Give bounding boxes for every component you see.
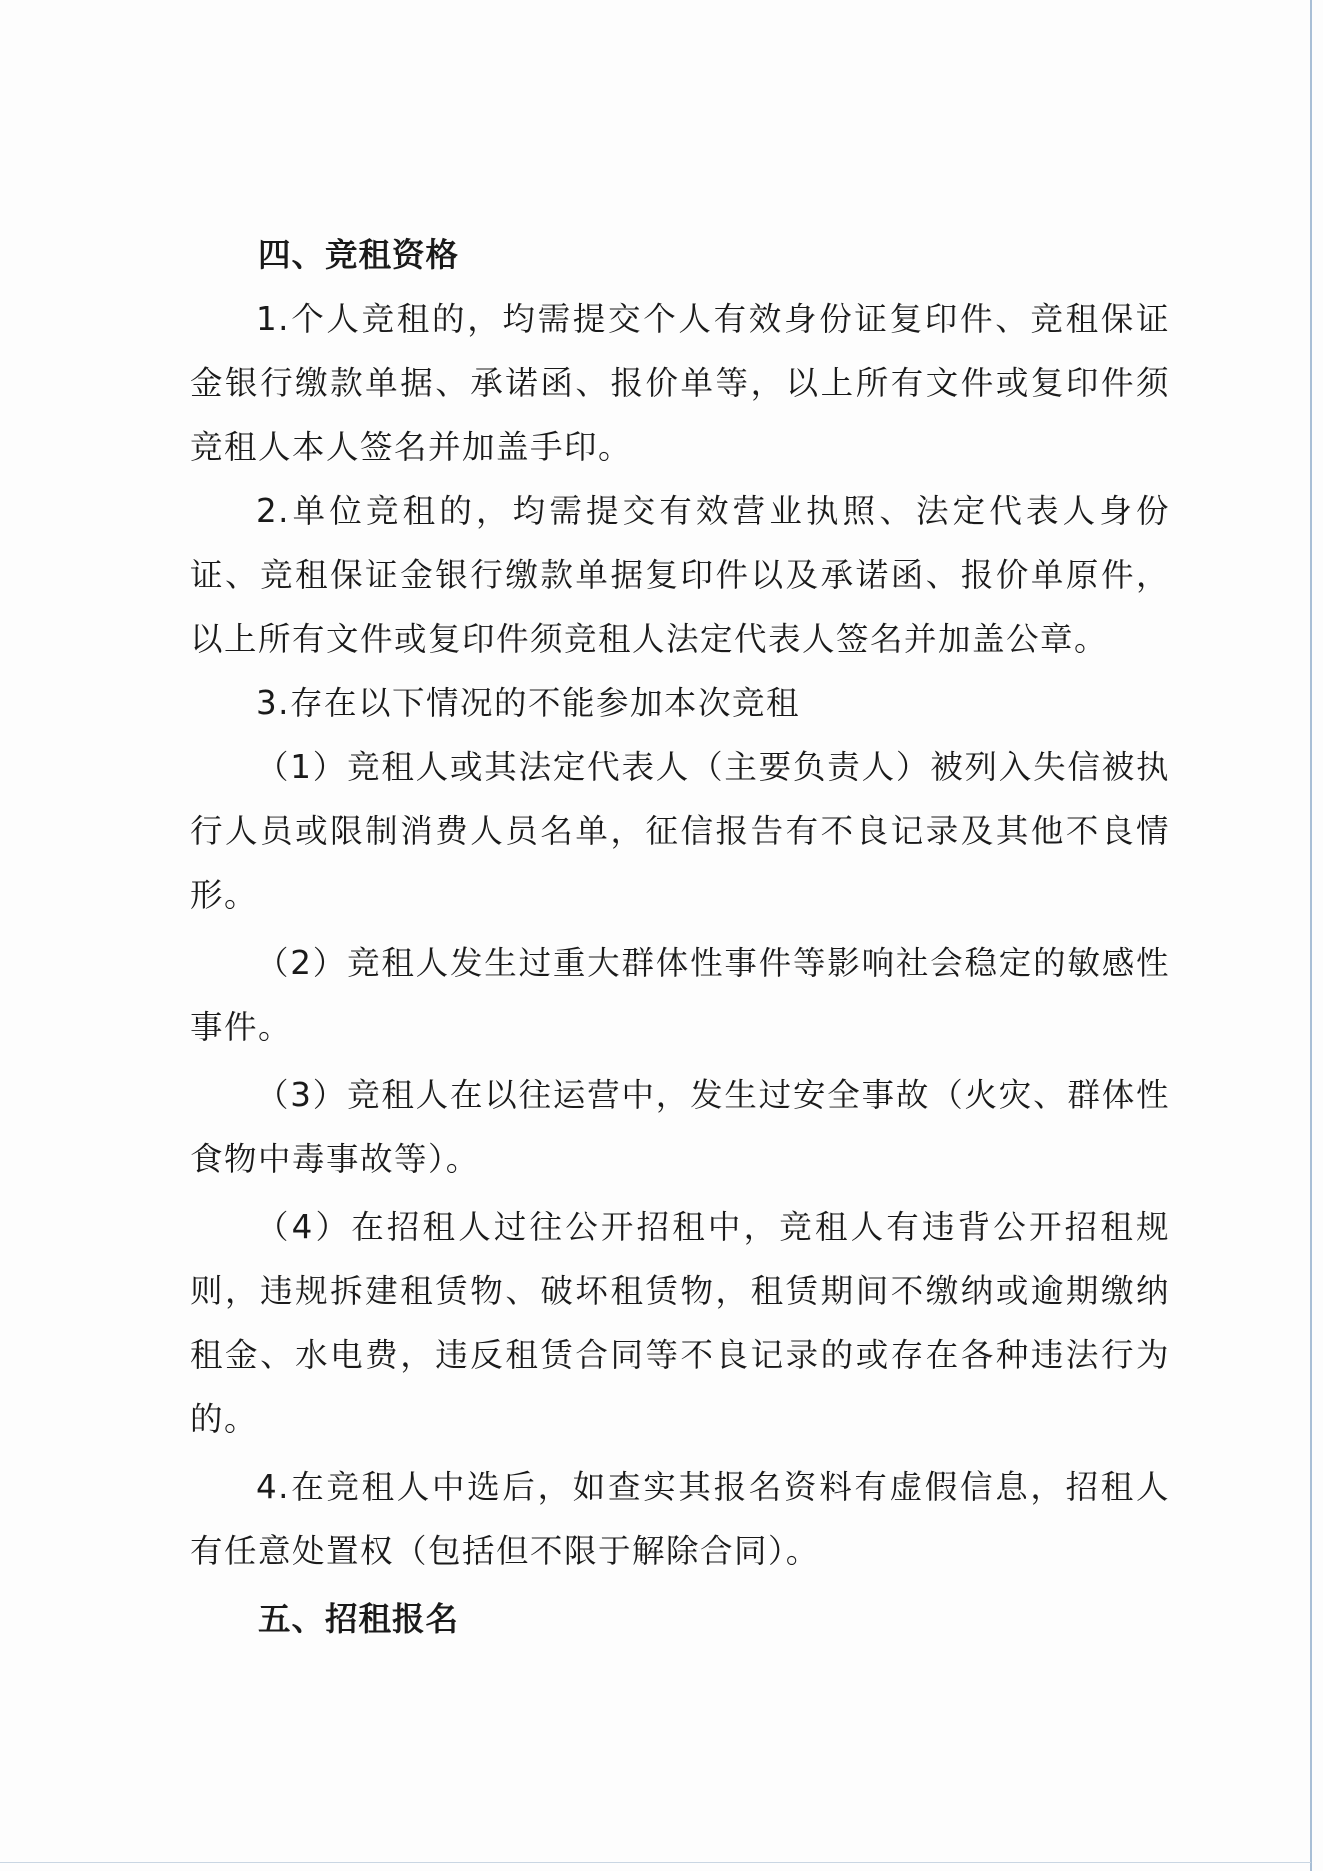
section-heading-qualification: 四、竞租资格 bbox=[258, 236, 460, 274]
disqualification-item-3: （3）竞租人在以往运营中，发生过安全事故（火灾、群体性食物中毒事故等）。 bbox=[190, 1076, 1170, 1178]
document-body bbox=[190, 223, 1170, 1651]
section-heading-registration: 五、招租报名 bbox=[258, 1600, 460, 1638]
disqualification-item-2: （2）竞租人发生过重大群体性事件等影响社会稳定的敏感性事件。 bbox=[190, 944, 1170, 1046]
paragraph-disqualification-intro: 3.存在以下情况的不能参加本次竞租 bbox=[256, 684, 801, 722]
scan-edge-line bbox=[1310, 0, 1312, 1871]
paragraph-organization-bidders: 2.单位竞租的，均需提交有效营业执照、法定代表人身份证、竞租保证金银行缴款单据复印件以及承诺函、报价单原件，以上所有文件或复印件须竞租人法定代表人签名并加盖公章。 bbox=[190, 492, 1170, 658]
disqualification-item-1: （1）竞租人或其法定代表人（主要负责人）被列入失信被执行人员或限制消费人员名单，征信报告有不良记录及其他不良情形。 bbox=[190, 748, 1170, 914]
scan-edge-line-bottom bbox=[0, 1862, 1311, 1863]
paragraph-false-information: 4.在竞租人中选后，如查实其报名资料有虚假信息，招租人有任意处置权（包括但不限于解除合同）。 bbox=[190, 1468, 1170, 1570]
paragraph-individual-bidders: 1.个人竞租的，均需提交个人有效身份证复印件、竞租保证金银行缴款单据、承诺函、报价单等，以上所有文件或复印件须竞租人本人签名并加盖手印。 bbox=[190, 300, 1170, 466]
disqualification-item-4: （4）在招租人过往公开招租中，竞租人有违背公开招租规则，违规拆建租赁物、破坏租赁物，租赁期间不缴纳或逾期缴纳租金、水电费，违反租赁合同等不良记录的或存在各种违法行为的。 bbox=[190, 1208, 1170, 1438]
